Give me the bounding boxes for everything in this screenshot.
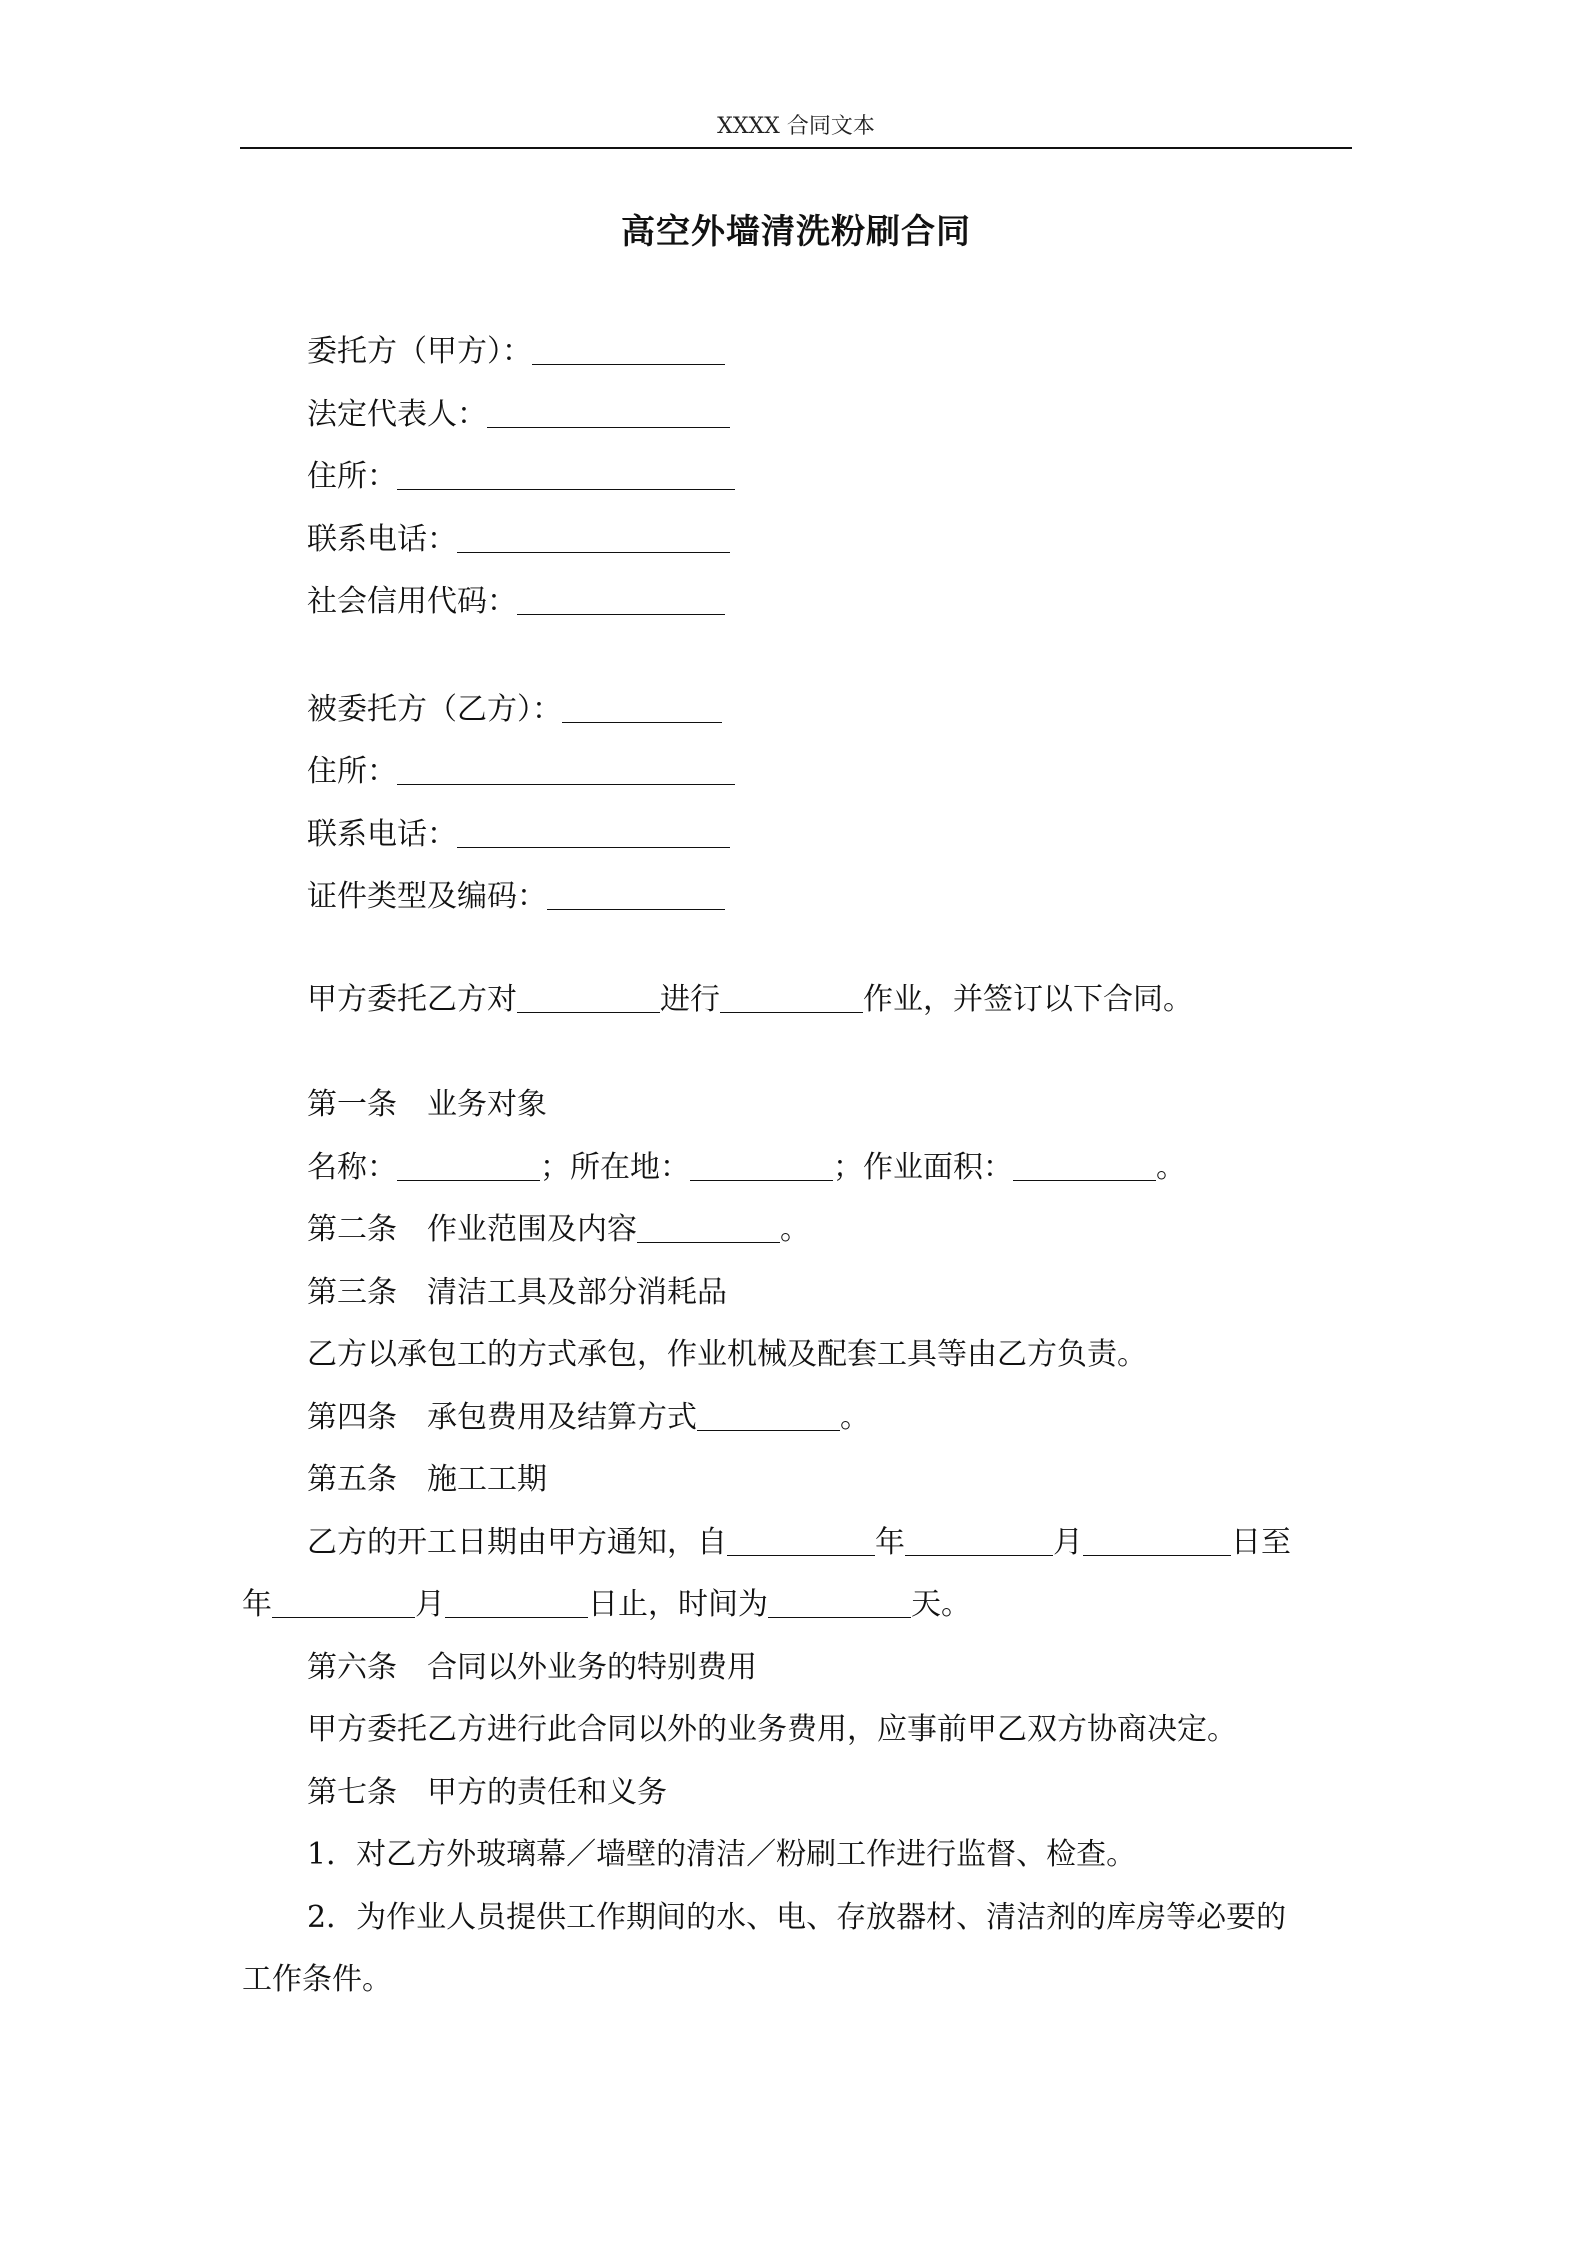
article-1-end: 。 [1156,1150,1186,1185]
article-5-end-day-blank[interactable] [445,1587,588,1618]
article-5-start-day-blank[interactable] [1083,1525,1231,1556]
article-5-dayto-label: 日至 [1231,1525,1291,1560]
party-b-phone-blank[interactable] [457,817,730,848]
party-a-phone-blank[interactable] [457,522,730,553]
article-1-title: 第一条 业务对象 [307,1087,547,1122]
article-1-body [307,1146,1186,1190]
party-a-address-blank[interactable] [397,459,735,490]
party-b-entrusted-line [307,688,722,732]
party-b-address-label: 住所： [307,754,397,789]
party-b-id-type-blank[interactable] [547,879,725,910]
party-a-address-line [307,455,735,499]
article-2-blank[interactable] [637,1212,780,1243]
article-4-line [307,1396,870,1440]
party-a-entrust-label: 委托方（甲方）： [307,334,532,369]
article-2-end: 。 [780,1212,810,1247]
party-b-phone-label: 联系电话： [307,817,457,852]
document-title: 高空外墙清洗粉刷合同 [621,212,971,252]
article-7-item-1: 1．对乙方外玻璃幕／墙壁的清洁／粉刷工作进行监督、检查。 [307,1837,1137,1872]
party-b-id-type-line [307,875,725,919]
article-6-body: 甲方委托乙方进行此合同以外的业务费用，应事前甲乙双方协商决定。 [307,1712,1237,1747]
article-7-item-2-line2: 工作条件。 [242,1962,392,1997]
party-a-legal-rep-line [307,393,730,437]
article-5-start-label: 乙方的开工日期由甲方通知，自 [307,1525,727,1560]
page-header: XXXX 合同文本 [717,114,875,139]
intro-part3: 作业，并签订以下合同。 [863,982,1193,1017]
article-1-area-label: ；作业面积： [833,1150,1013,1185]
article-5-start-year-blank[interactable] [727,1525,875,1556]
intro-part2: 进行 [660,982,720,1017]
article-5-month2-label: 月 [415,1587,445,1622]
article-1-name-label: 名称： [307,1150,397,1185]
article-7-item-2-line1: 2．为作业人员提供工作期间的水、电、存放器材、清洁剂的库房等必要的 [307,1900,1287,1935]
article-2-line [307,1208,810,1252]
article-5-body-line2 [242,1583,971,1627]
article-5-year2-label: 年 [242,1587,272,1622]
article-4-title: 第四条 承包费用及结算方式 [307,1400,697,1435]
article-7-title: 第七条 甲方的责任和义务 [307,1775,667,1810]
article-5-start-month-blank[interactable] [905,1525,1053,1556]
party-b-address-line [307,750,735,794]
party-a-credit-code-label: 社会信用代码： [307,584,517,619]
party-a-entrust-line [307,330,725,374]
intro-work-blank[interactable] [720,982,863,1013]
article-5-body-line1 [307,1521,1291,1565]
article-5-days-label: 天。 [911,1587,971,1622]
article-1-name-blank[interactable] [397,1150,540,1181]
party-a-phone-label: 联系电话： [307,522,457,557]
article-5-month-label: 月 [1053,1525,1083,1560]
party-b-id-type-label: 证件类型及编码： [307,879,547,914]
article-5-title: 第五条 施工工期 [307,1462,547,1497]
intro-object-blank[interactable] [517,982,660,1013]
intro-part1: 甲方委托乙方对 [307,982,517,1017]
article-4-blank[interactable] [697,1400,840,1431]
article-3-body: 乙方以承包工的方式承包，作业机械及配套工具等由乙方负责。 [307,1337,1147,1372]
party-b-phone-line [307,813,730,857]
party-a-credit-code-line [307,580,725,624]
party-b-entrusted-label: 被委托方（乙方）： [307,692,562,727]
header-rule [240,147,1352,149]
party-b-address-blank[interactable] [397,754,735,785]
article-3-title: 第三条 清洁工具及部分消耗品 [307,1275,727,1310]
party-a-address-label: 住所： [307,459,397,494]
article-1-location-blank[interactable] [690,1150,833,1181]
party-a-phone-line [307,518,730,562]
article-6-title: 第六条 合同以外业务的特别费用 [307,1650,757,1685]
article-2-title: 第二条 作业范围及内容 [307,1212,637,1247]
article-5-year-label: 年 [875,1525,905,1560]
article-5-days-blank[interactable] [768,1587,911,1618]
party-a-entrust-blank[interactable] [532,334,725,365]
article-1-location-label: ；所在地： [540,1150,690,1185]
article-5-end-month-blank[interactable] [272,1587,415,1618]
party-a-credit-code-blank[interactable] [517,584,725,615]
article-4-end: 。 [840,1400,870,1435]
party-a-legal-rep-blank[interactable] [487,397,730,428]
party-b-entrusted-blank[interactable] [562,692,722,723]
article-5-dayend-label: 日止，时间为 [588,1587,768,1622]
article-1-area-blank[interactable] [1013,1150,1156,1181]
party-a-legal-rep-label: 法定代表人： [307,397,487,432]
intro-line [307,978,1193,1022]
